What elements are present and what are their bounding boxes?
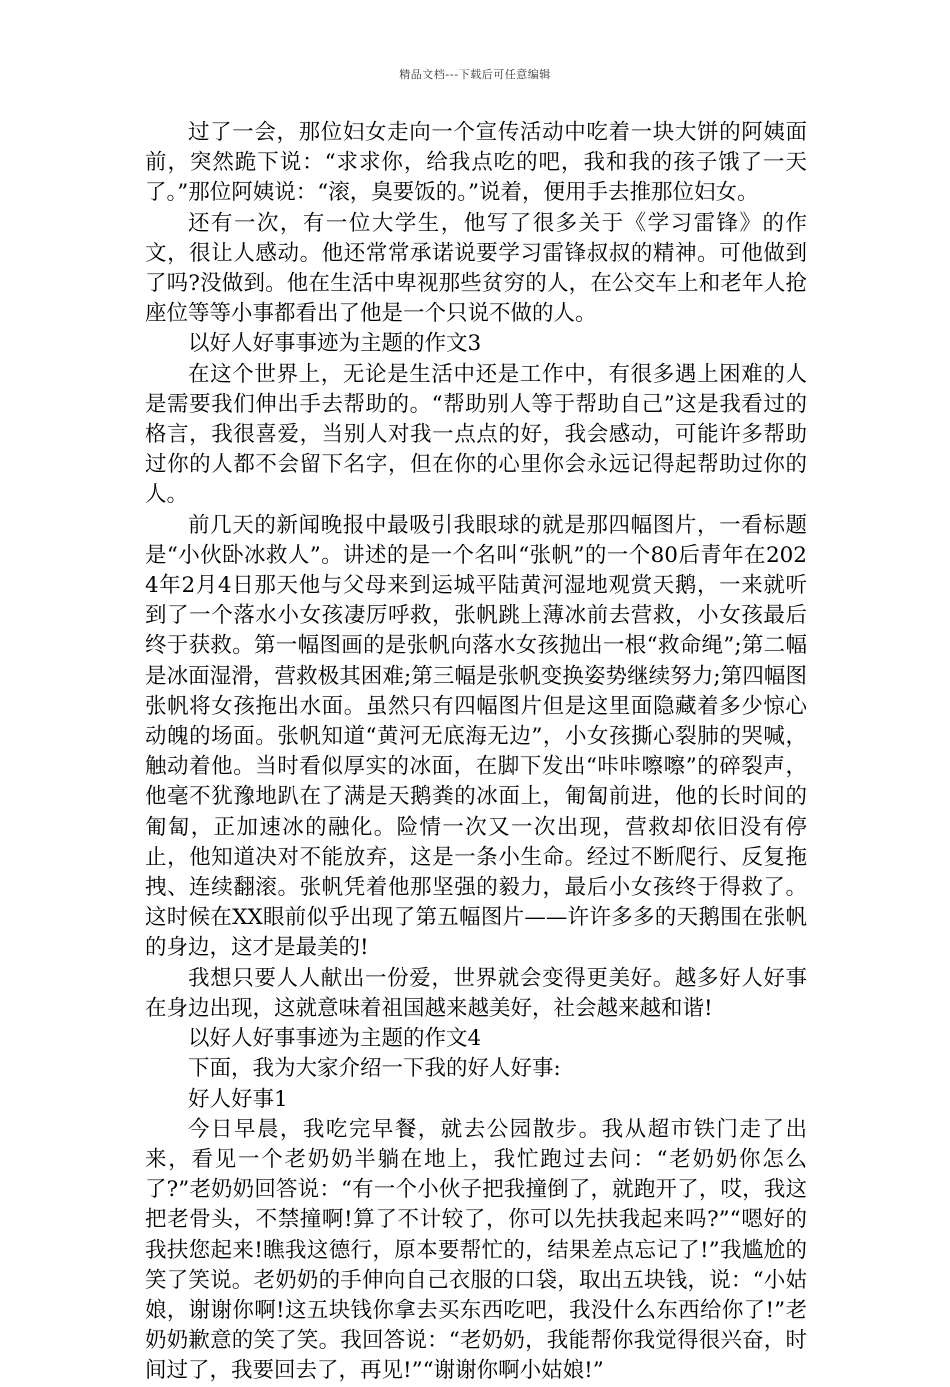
document-body bbox=[145, 118, 807, 1387]
section-heading: 以好人好事事迹为主题的作文3 bbox=[188, 331, 482, 357]
paragraph: 在这个世界上，无论是生活中还是工作中，有很多遇上困难的人是需要我们伸出手去帮助的。“帮助别人等于帮助自己”这是我看过的格言，我很喜爱，当别人对我一点点的好，我会感动，可能许多帮助过你的人都不会留下名字，但在你的心里你会永远记得起帮助过你的人。 bbox=[145, 361, 807, 508]
subheading: 好人好事1 bbox=[188, 1086, 288, 1112]
paragraph: 下面，我为大家介绍一下我的好人好事: bbox=[188, 1056, 561, 1082]
section-heading: 以好人好事事迹为主题的作文4 bbox=[188, 1026, 482, 1052]
paragraph: 我想只要人人献出一份爱，世界就会变得更美好。越多好人好事在身边出现，这就意味着祖国越来越美好，社会越来越和谐! bbox=[145, 965, 807, 1021]
page-header: 精品文档---下载后可任意编辑 bbox=[399, 68, 551, 81]
paragraph: 今日早晨，我吃完早餐，就去公园散步。我从超市铁门走了出来，看见一个老奶奶半躺在地上，我忙跑过去问：“老奶奶你怎么了?”老奶奶回答说：“有一个小伙子把我撞倒了，就跑开了，哎，我这把老骨头，不禁撞啊!算了不计较了，你可以先扶我起来吗?”“嗯好的我扶您起来!瞧我这德行，原本要帮忙的，结果差点忘记了!”我尴尬的笑了笑说。老奶奶的手伸向自己衣服的口袋，取出五块钱，说：“小姑娘，谢谢你啊!这五块钱你拿去买东西吃吧，我没什么东西给你了!”老奶奶歉意的笑了笑。我回答说：“老奶奶，我能帮你我觉得很兴奋，时间过了，我要回去了，再见!”“谢谢你啊小姑娘!” bbox=[145, 1116, 807, 1384]
paragraph: 前几天的新闻晚报中最吸引我眼球的就是那四幅图片，一看标题是“小伙卧冰救人”。讲述的是一个名叫“张帆”的一个80后青年在2024年2月4日那天他与父母来到运城平陆黄河湿地观赏天鹅，一来就听到了一个落水小女孩凄厉呼救，张帆跳上薄冰前去营救，小女孩最后终于获救。第一幅图画的是张帆向落水女孩抛出一根“救命绳”;第二幅是冰面湿滑，营救极其困难;第三幅是张帆变换姿势继续努力;第四幅图张帆将女孩拖出水面。虽然只有四幅图片但是这里面隐藏着多少惊心动魄的场面。张帆知道“黄河无底海无边”，小女孩撕心裂肺的哭喊，触动着他。当时看似厚实的冰面，在脚下发出“咔咔嚓嚓”的碎裂声，他毫不犹豫地趴在了满是天鹅粪的冰面上，匍匐前进，他的长时间的匍匐，正加速冰的融化。险情一次又一次出现，营救却依旧没有停止，他知道决对不能放弃，这是一条小生命。经过不断爬行、反复拖拽、连续翻滚。张帆凭着他那坚强的毅力，最后小女孩终于得救了。这时候在XX眼前似乎出现了第五幅图片——许许多多的天鹅围在张帆的身边，这才是最美的! bbox=[145, 512, 807, 961]
paragraph: 还有一次，有一位大学生，他写了很多关于《学习雷锋》的作文，很让人感动。他还常常承诺说要学习雷锋叔叔的精神。可他做到了吗?没做到。他在生活中卑视那些贫穷的人，在公交车上和老年人抢座位等等小事都看出了他是一个只说不做的人。 bbox=[145, 210, 807, 327]
paragraph: 过了一会，那位妇女走向一个宣传活动中吃着一块大饼的阿姨面前，突然跪下说：“求求你，给我点吃的吧，我和我的孩子饿了一天了。”那位阿姨说：“滚，臭要饭的。”说着，便用手去推那位妇女。 bbox=[145, 120, 807, 206]
